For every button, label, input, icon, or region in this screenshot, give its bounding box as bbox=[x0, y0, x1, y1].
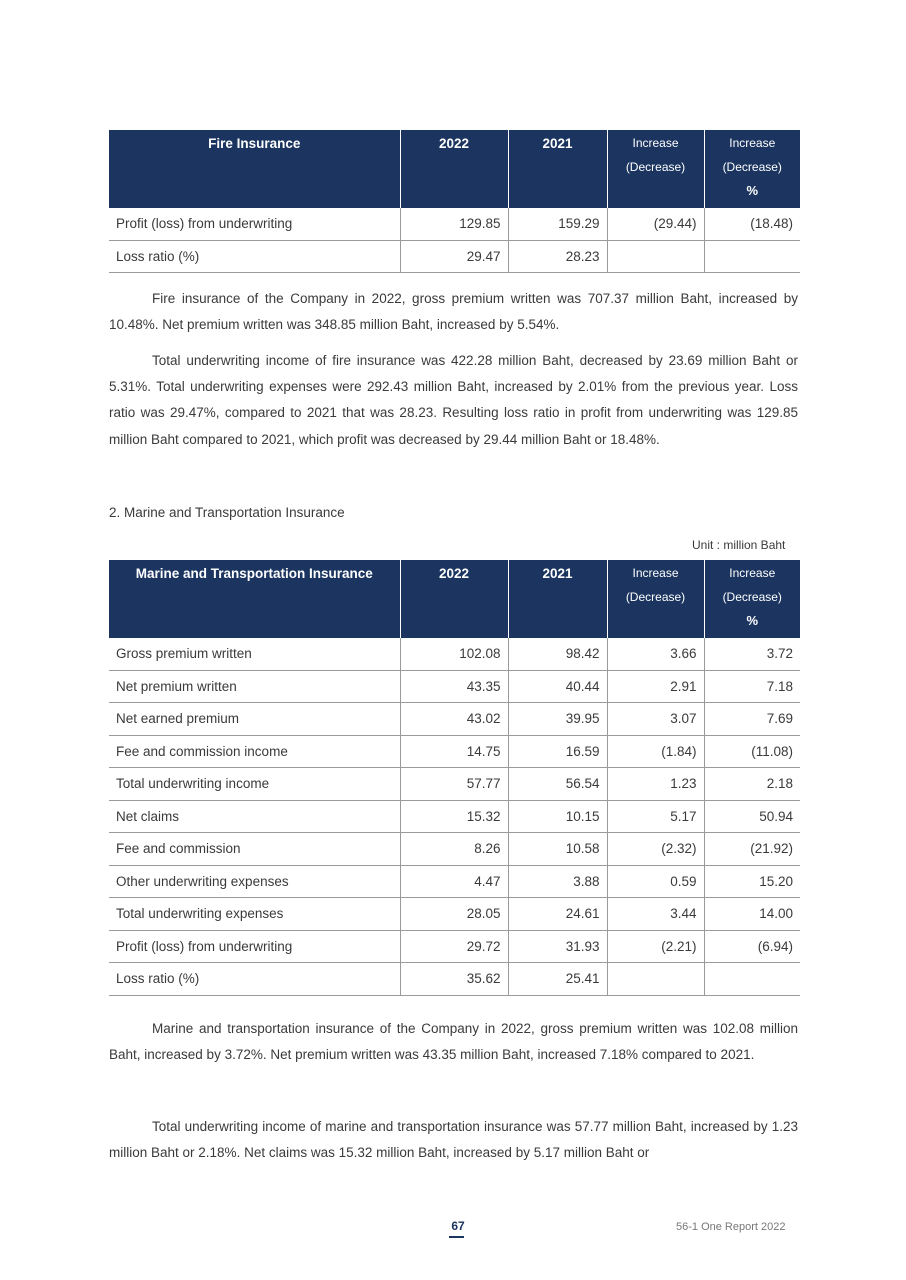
cell-2021: 56.54 bbox=[508, 768, 607, 801]
cell-change-percent: 7.18 bbox=[704, 670, 800, 703]
cell-change: 5.17 bbox=[607, 800, 704, 833]
cell-2022: 129.85 bbox=[400, 208, 508, 240]
cell-2022: 29.47 bbox=[400, 240, 508, 273]
row-label: Total underwriting expenses bbox=[109, 898, 400, 931]
table-row bbox=[109, 800, 800, 833]
cell-change-percent: 2.18 bbox=[704, 768, 800, 801]
paragraph-text: Fire insurance of the Company in 2022, gross premium written was 707.37 million Baht, increased by 10.48%. Net premium written was 348.85 million Baht, increased by 5.54%. bbox=[109, 291, 798, 333]
row-label: Other underwriting expenses bbox=[109, 865, 400, 898]
cell-change-percent: 7.69 bbox=[704, 703, 800, 736]
table-row bbox=[109, 963, 800, 996]
header-category: Fire Insurance bbox=[109, 130, 400, 208]
header-decrease-text: (Decrease) bbox=[625, 590, 686, 604]
paragraph-text: Marine and transportation insurance of the Company in 2022, gross premium written was 102.08 million Baht, increased by 3.72%. Net premium written was 43.35 million Baht, increased 7.18% compared to 2021. bbox=[109, 1021, 798, 1063]
page-number-underline bbox=[449, 1236, 464, 1238]
header-2021: 2021 bbox=[508, 560, 607, 638]
table-header-row bbox=[109, 130, 800, 208]
header-decrease-text: (Decrease) bbox=[625, 160, 686, 174]
cell-2021: 10.15 bbox=[508, 800, 607, 833]
paragraph-fire-premium bbox=[109, 286, 798, 338]
page-number: 67 bbox=[451, 1219, 465, 1233]
cell-2021: 159.29 bbox=[508, 208, 607, 240]
cell-change-percent bbox=[704, 240, 800, 273]
row-label: Net premium written bbox=[109, 670, 400, 703]
header-2022: 2022 bbox=[400, 560, 508, 638]
cell-2021: 10.58 bbox=[508, 833, 607, 866]
table-row bbox=[109, 930, 800, 963]
cell-change: 3.07 bbox=[607, 703, 704, 736]
header-percent-sign: % bbox=[746, 183, 759, 198]
fire-insurance-table bbox=[109, 130, 800, 273]
table-header-row bbox=[109, 560, 800, 638]
cell-2022: 35.62 bbox=[400, 963, 508, 996]
cell-2022: 29.72 bbox=[400, 930, 508, 963]
cell-2021: 24.61 bbox=[508, 898, 607, 931]
header-increase-decrease bbox=[607, 560, 704, 638]
cell-change: 3.44 bbox=[607, 898, 704, 931]
cell-change: (1.84) bbox=[607, 735, 704, 768]
header-increase-text: Increase bbox=[632, 566, 679, 580]
cell-2022: 43.35 bbox=[400, 670, 508, 703]
cell-change-percent: 14.00 bbox=[704, 898, 800, 931]
cell-change bbox=[607, 963, 704, 996]
report-name: 56-1 One Report 2022 bbox=[676, 1221, 786, 1233]
paragraph-marine-premium bbox=[109, 1016, 798, 1068]
cell-change: 0.59 bbox=[607, 865, 704, 898]
cell-2021: 3.88 bbox=[508, 865, 607, 898]
cell-change bbox=[607, 240, 704, 273]
header-percent-sign: % bbox=[746, 613, 759, 628]
cell-change: (2.21) bbox=[607, 930, 704, 963]
cell-2022: 8.26 bbox=[400, 833, 508, 866]
cell-change-percent: 15.20 bbox=[704, 865, 800, 898]
unit-label: Unit : million Baht bbox=[692, 538, 786, 552]
table-row bbox=[109, 208, 800, 240]
cell-2021: 31.93 bbox=[508, 930, 607, 963]
cell-change: 3.66 bbox=[607, 638, 704, 670]
row-label: Gross premium written bbox=[109, 638, 400, 670]
cell-change-percent: 3.72 bbox=[704, 638, 800, 670]
cell-2021: 28.23 bbox=[508, 240, 607, 273]
row-label: Fee and commission bbox=[109, 833, 400, 866]
header-increase-text: Increase bbox=[729, 136, 776, 150]
table-row bbox=[109, 240, 800, 273]
row-label: Net claims bbox=[109, 800, 400, 833]
header-decrease-text: (Decrease) bbox=[722, 590, 782, 604]
table-row bbox=[109, 670, 800, 703]
paragraph-marine-underwriting bbox=[109, 1114, 798, 1166]
row-label: Loss ratio (%) bbox=[109, 240, 400, 273]
cell-change-percent bbox=[704, 963, 800, 996]
table-row bbox=[109, 865, 800, 898]
cell-change: 1.23 bbox=[607, 768, 704, 801]
section-heading: 2. Marine and Transportation Insurance bbox=[109, 505, 345, 520]
cell-2022: 43.02 bbox=[400, 703, 508, 736]
cell-change: (2.32) bbox=[607, 833, 704, 866]
table-row bbox=[109, 898, 800, 931]
cell-2022: 4.47 bbox=[400, 865, 508, 898]
header-2021: 2021 bbox=[508, 130, 607, 208]
cell-2021: 39.95 bbox=[508, 703, 607, 736]
row-label: Profit (loss) from underwriting bbox=[109, 208, 400, 240]
cell-2021: 25.41 bbox=[508, 963, 607, 996]
header-increase-text: Increase bbox=[632, 136, 679, 150]
cell-2021: 40.44 bbox=[508, 670, 607, 703]
cell-2021: 16.59 bbox=[508, 735, 607, 768]
cell-2022: 28.05 bbox=[400, 898, 508, 931]
cell-change-percent: (6.94) bbox=[704, 930, 800, 963]
row-label: Profit (loss) from underwriting bbox=[109, 930, 400, 963]
cell-2022: 57.77 bbox=[400, 768, 508, 801]
cell-2022: 15.32 bbox=[400, 800, 508, 833]
header-increase-text: Increase bbox=[729, 566, 776, 580]
cell-change-percent: (11.08) bbox=[704, 735, 800, 768]
cell-change: (29.44) bbox=[607, 208, 704, 240]
table-row bbox=[109, 768, 800, 801]
header-increase-decrease bbox=[607, 130, 704, 208]
cell-change-percent: (18.48) bbox=[704, 208, 800, 240]
paragraph-fire-underwriting bbox=[109, 348, 798, 453]
header-decrease-text: (Decrease) bbox=[722, 160, 782, 174]
header-2022: 2022 bbox=[400, 130, 508, 208]
paragraph-text: Total underwriting income of marine and transportation insurance was 57.77 million Baht, increased by 1.23 million Baht or 2.18%. Net claims was 15.32 million Baht, increased by 5.17 million Baht or bbox=[109, 1119, 798, 1161]
header-category: Marine and Transportation Insurance bbox=[109, 560, 400, 638]
cell-2022: 102.08 bbox=[400, 638, 508, 670]
header-increase-decrease-percent bbox=[704, 130, 800, 208]
cell-2022: 14.75 bbox=[400, 735, 508, 768]
table-row bbox=[109, 703, 800, 736]
row-label: Fee and commission income bbox=[109, 735, 400, 768]
row-label: Total underwriting income bbox=[109, 768, 400, 801]
cell-change-percent: 50.94 bbox=[704, 800, 800, 833]
header-increase-decrease-percent bbox=[704, 560, 800, 638]
marine-insurance-table bbox=[109, 560, 800, 996]
paragraph-text: Total underwriting income of fire insurance was 422.28 million Baht, decreased by 23.69 million Baht or 5.31%. Total underwriting expenses were 292.43 million Baht, increased by 2.01% from the previous year. Loss ratio was 29.47%, compared to 2021 that was 28.23. Resulting loss ratio in profit from underwriting was 129.85 million Baht compared to 2021, which profit was decreased by 29.44 million Baht or 18.48%. bbox=[109, 353, 798, 447]
table-row bbox=[109, 833, 800, 866]
row-label: Net earned premium bbox=[109, 703, 400, 736]
row-label: Loss ratio (%) bbox=[109, 963, 400, 996]
cell-2021: 98.42 bbox=[508, 638, 607, 670]
cell-change-percent: (21.92) bbox=[704, 833, 800, 866]
table-row bbox=[109, 735, 800, 768]
cell-change: 2.91 bbox=[607, 670, 704, 703]
table-row bbox=[109, 638, 800, 670]
